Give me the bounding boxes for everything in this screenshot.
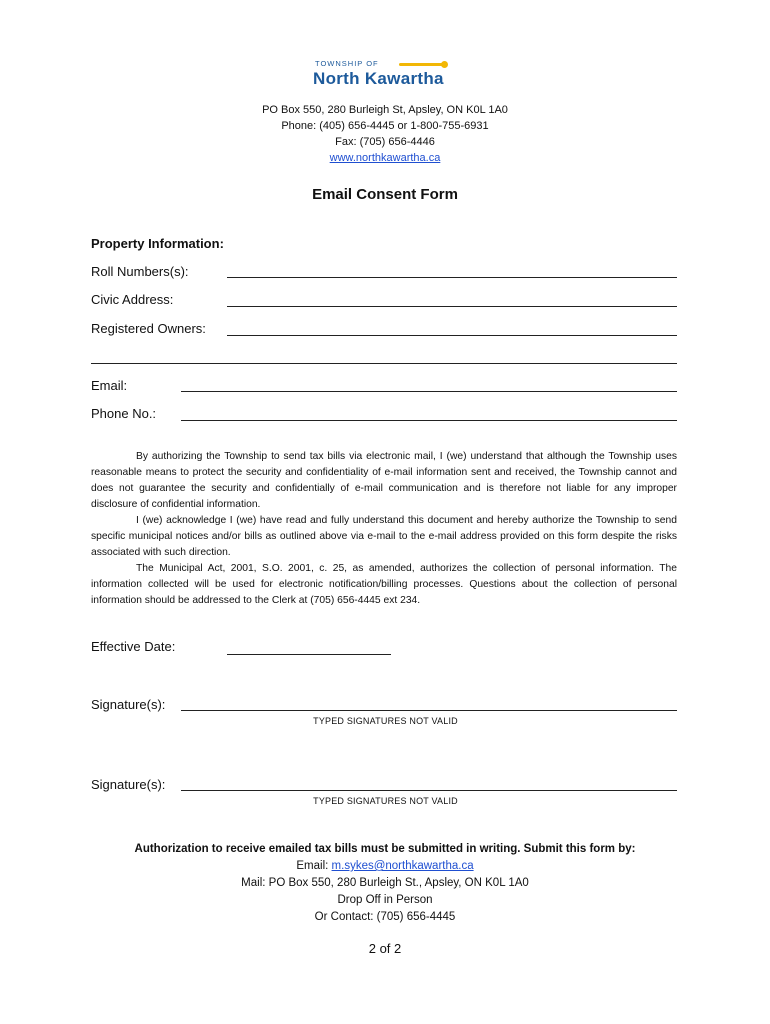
consent-paragraph: The Municipal Act, 2001, S.O. 2001, c. 25, as amended, authorizes the collection of personal information. The information collected will be used for electronic notification/billing processes. Questions about the collection of personal information should be addressed to the Clerk at (705) 656-4445 ext 234. <box>91 563 677 606</box>
roll-numbers-label: Roll Numbers(s): <box>91 264 189 279</box>
email-prefix: Email: <box>296 860 332 872</box>
submission-contact-line: Or Contact: (705) 656-4445 <box>314 911 456 923</box>
signature-field[interactable] <box>181 790 677 791</box>
effective-date-label: Effective Date: <box>91 639 176 654</box>
phone-field[interactable] <box>181 420 677 421</box>
consent-paragraph: I (we) acknowledge I (we) have read and fully understand this document and hereby authorize the Township to send specific municipal notices and/or bills as outlined above via e-mail to the e-mail address provided on this form despite the risks associated with such direction. <box>91 515 677 558</box>
property-heading: Property Information: <box>91 236 224 251</box>
page-number: 2 of 2 <box>368 941 402 956</box>
submission-instruction: Authorization to receive emailed tax bills must be submitted in writing. Submit this form by: <box>134 843 636 855</box>
roll-numbers-field[interactable] <box>227 277 677 278</box>
website-link[interactable]: www.northkawartha.ca <box>329 152 441 164</box>
signature-note: TYPED SIGNATURES NOT VALID <box>313 796 458 806</box>
registered-owners-field-line2[interactable] <box>91 363 677 364</box>
submission-block <box>0 841 770 926</box>
consent-paragraph: By authorizing the Township to send tax bills via electronic mail, I (we) understand that although the Township uses reasonable means to protect the security and confidentiality of e-mail information sent and received, the Township cannot and does not guarantee the security and confidentially of e-mail communication and is therefore not liable for any improper disclosure of confidential information. <box>91 451 677 510</box>
phone-line: Phone: (405) 656-4445 or 1-800-755-6931 <box>281 120 489 132</box>
submission-drop-off-line: Drop Off in Person <box>337 894 433 906</box>
address-block <box>0 102 770 166</box>
registered-owners-label: Registered Owners: <box>91 321 206 336</box>
logo-name: North Kawartha <box>313 69 444 88</box>
civic-address-field[interactable] <box>227 306 677 307</box>
clerk-email-link[interactable]: m.sykes@northkawartha.ca <box>331 860 474 872</box>
township-logo <box>313 57 463 93</box>
address-line: PO Box 550, 280 Burleigh St, Apsley, ON K0L 1A0 <box>262 104 508 116</box>
civic-address-label: Civic Address: <box>91 292 174 307</box>
phone-label: Phone No.: <box>91 406 157 421</box>
email-label: Email: <box>91 378 128 393</box>
fax-line: Fax: (705) 656-4446 <box>335 136 435 148</box>
consent-text <box>91 449 677 609</box>
signature-field[interactable] <box>181 710 677 711</box>
logo-paddle-graphic <box>399 63 444 66</box>
signature-label: Signature(s): <box>91 777 166 792</box>
effective-date-field[interactable] <box>227 654 391 655</box>
signature-label: Signature(s): <box>91 697 166 712</box>
submission-email-line <box>0 858 770 875</box>
signature-note: TYPED SIGNATURES NOT VALID <box>313 716 458 726</box>
email-field[interactable] <box>181 391 677 392</box>
submission-mail-line: Mail: PO Box 550, 280 Burleigh St., Apsley, ON K0L 1A0 <box>241 877 529 889</box>
registered-owners-field[interactable] <box>227 335 677 336</box>
form-title: Email Consent Form <box>312 186 458 203</box>
logo-top-text: TOWNSHIP OF <box>315 59 379 68</box>
